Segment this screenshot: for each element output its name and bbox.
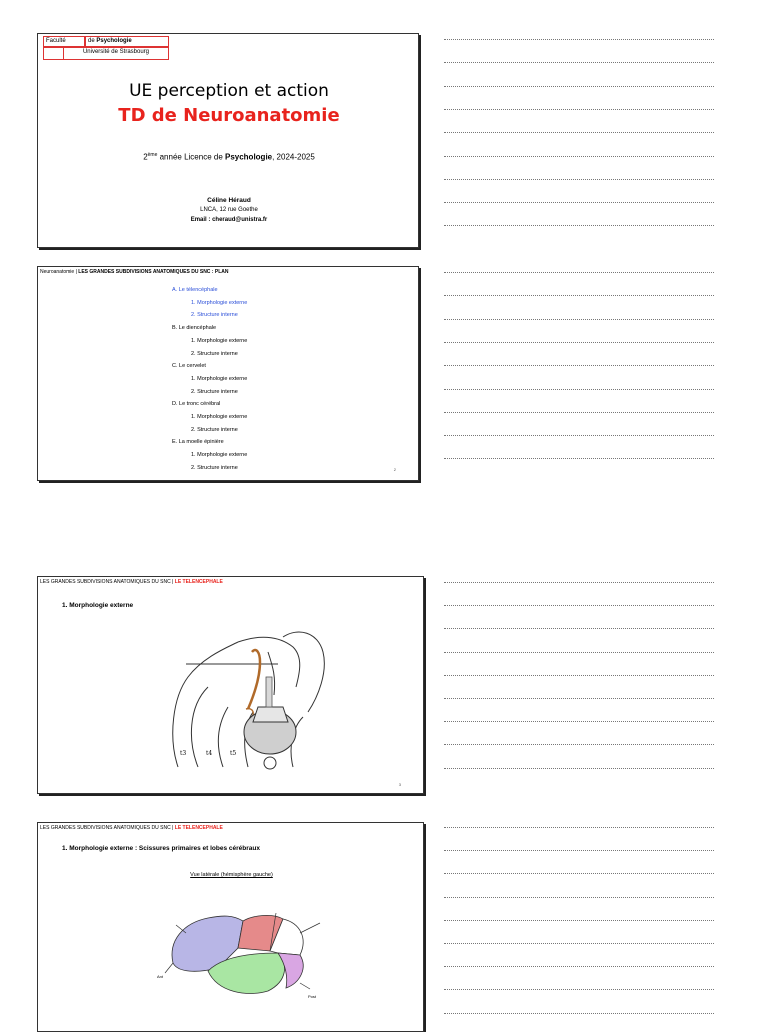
section-heading: 1. Morphologie externe : Scissures primaires et lobes cérébraux [62, 845, 260, 852]
plan-item: 1. Morphologie externe [191, 299, 248, 306]
note-line [444, 225, 714, 226]
plan-item: B. Le diencéphale [172, 325, 217, 332]
label-ant: Ant [157, 974, 164, 979]
section-heading: 1. Morphologie externe [62, 602, 134, 609]
note-line [444, 744, 714, 745]
page-number: 2 [393, 467, 396, 472]
note-line [444, 179, 714, 180]
logo-mark [43, 47, 63, 60]
plan-item: 1. Morphologie externe [191, 414, 248, 420]
page-number: 3 [398, 782, 401, 787]
slide-morphologie [37, 576, 424, 794]
slide-title [37, 33, 419, 248]
note-line [444, 202, 714, 203]
logo-psychologie: Psychologie [96, 38, 132, 44]
note-line [444, 156, 714, 157]
label-post: Post [308, 994, 317, 999]
note-line [444, 39, 714, 40]
note-line [444, 966, 714, 967]
note-line [444, 342, 714, 343]
note-line [444, 897, 714, 898]
label-t5: t5 [230, 750, 237, 757]
note-line [444, 768, 714, 769]
brain-ventral-illustration [38, 577, 424, 794]
note-line [444, 86, 714, 87]
year-bold: Psychologie [224, 152, 273, 162]
note-line [444, 652, 714, 653]
note-line [444, 721, 714, 722]
year-sup: ème [147, 152, 158, 158]
header-section: LE TELENCEPHALE [174, 579, 223, 585]
brain-lateral-illustration [38, 823, 424, 1032]
note-line [444, 319, 714, 320]
note-line [444, 272, 714, 273]
slide-plan [37, 266, 419, 481]
slide-title-main: UE perception et action [129, 81, 329, 101]
note-line [444, 458, 714, 459]
note-line [444, 109, 714, 110]
note-line [444, 920, 714, 921]
label-t3: t3 [180, 750, 187, 757]
note-line [444, 62, 714, 63]
header-prefix: LES GRANDES SUBDIVISIONS ANATOMIQUES DU SNC | [40, 579, 175, 585]
plan-item: D. Le tronc cérébral [172, 401, 221, 408]
author-email [38, 217, 419, 223]
plan-item: 2. Structure interne [191, 312, 238, 319]
plan-item: 2. Structure interne [191, 426, 238, 433]
note-line [444, 295, 714, 296]
slide-header [40, 269, 228, 275]
plan-item: C. Le cervelet [172, 363, 206, 370]
email-value: cheraud@unistra.fr [212, 217, 268, 223]
logo-de: de [88, 38, 95, 44]
logo-de-psychologie [85, 36, 169, 47]
email-label: Email : [190, 217, 213, 223]
plan-item: 2. Structure interne [191, 350, 238, 357]
note-line [444, 435, 714, 436]
note-line [444, 873, 714, 874]
note-line [444, 412, 714, 413]
figure-caption: Vue latérale (hémisphère gauche) [190, 872, 273, 878]
year-prefix: 2 [143, 152, 148, 162]
note-line [444, 628, 714, 629]
year-text: année Licence de [157, 152, 225, 162]
course-year [38, 152, 419, 162]
header-title: LES GRANDES SUBDIVISIONS ANATOMIQUES DU SNC : PLAN [78, 269, 229, 275]
plan-item: 1. Morphologie externe [191, 452, 248, 459]
note-line [444, 605, 714, 606]
note-line [444, 1013, 714, 1014]
note-line [444, 389, 714, 390]
note-line [444, 989, 714, 990]
slide-subtitle: TD de Neuroanatomie [118, 105, 340, 126]
plan-item: E. La moelle épinière [172, 439, 224, 446]
header-section: LE TELENCEPHALE [174, 825, 223, 831]
author-name: Céline Héraud [207, 197, 251, 204]
author-address: LNCA, 12 rue Goethe [200, 207, 258, 213]
university-logo [43, 36, 169, 60]
label-t4: t4 [206, 750, 213, 757]
note-line [444, 698, 714, 699]
note-line [444, 132, 714, 133]
note-line [444, 850, 714, 851]
header-prefix: Neuroanatomie | [40, 269, 79, 275]
note-line [444, 365, 714, 366]
note-line [444, 943, 714, 944]
plan-item: 2. Structure interne [191, 388, 238, 395]
plan-item: 1. Morphologie externe [191, 337, 248, 344]
note-line [444, 675, 714, 676]
note-line [444, 827, 714, 828]
year-suffix: , 2024-2025 [272, 152, 315, 162]
slide-scissures [37, 822, 424, 1032]
plan-item: A. Le télencéphale [172, 287, 218, 293]
logo-faculte: Faculté [43, 36, 85, 47]
plan-item: 1. Morphologie externe [191, 375, 248, 382]
note-line [444, 582, 714, 583]
header-prefix: LES GRANDES SUBDIVISIONS ANATOMIQUES DU SNC | [40, 825, 175, 831]
plan-item: 2. Structure interne [191, 464, 238, 471]
logo-universite: Université de Strasbourg [63, 47, 169, 60]
